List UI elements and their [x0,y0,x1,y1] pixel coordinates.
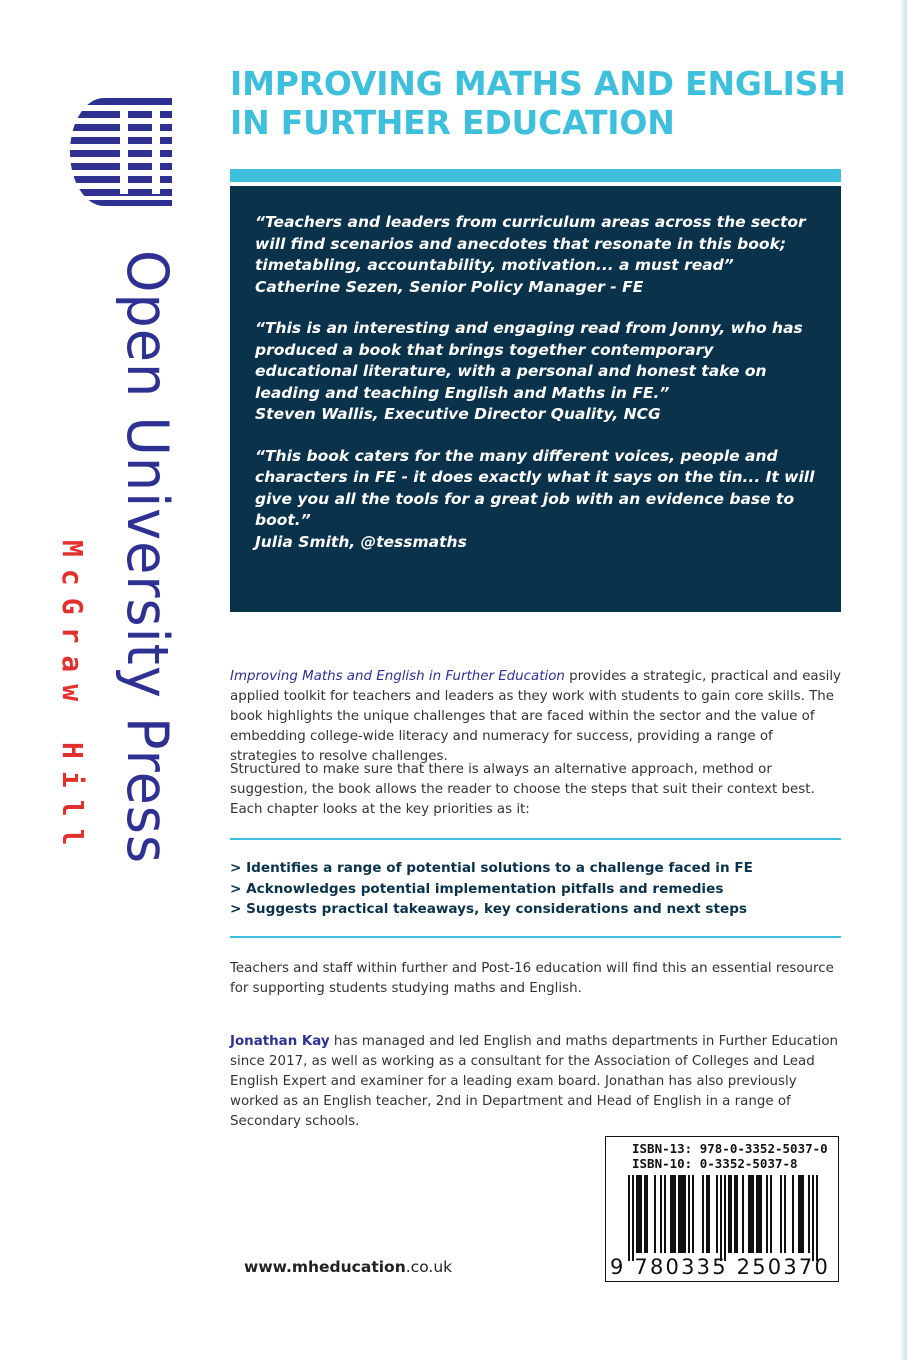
barcode-bar [742,1175,744,1253]
key-priorities-list [230,858,841,920]
barcode-bar [706,1175,708,1253]
barcode-bar [708,1175,710,1253]
endorsements-box [230,186,841,612]
barcode-bar [808,1175,810,1253]
book-title: IMPROVING MATHS AND ENGLISH IN FURTHER EDUCATION [230,64,846,142]
barcode-bar [678,1175,680,1253]
barcode-bar [734,1175,736,1253]
barcode-bar [682,1175,684,1253]
barcode-bar [638,1175,640,1253]
page-edge-shade [899,0,907,1360]
author-bio-paragraph [230,1032,842,1132]
barcode-bar [766,1175,768,1253]
barcode-bar [802,1175,804,1253]
author-name: Jonathan Kay [230,1034,330,1049]
book-title-inline: Improving Maths and English in Further Education [230,669,565,684]
barcode-bar [670,1175,672,1253]
barcode-bar [812,1175,814,1261]
barcode-bar [688,1175,690,1253]
publisher-name: Open University Press [114,250,181,865]
author-bio: has managed and led English and maths departments in Further Education since 2017, as well as working as a consultant for the Association of Colleges and Lead English Expert and examiner for a leading exam board. Jonathan has also previously worked as an English teacher, 2nd in Department and Head of English in a range of Secondary schools. [230,1034,838,1129]
title-accent-bar [230,169,841,182]
website-domain: www.mheducation [244,1258,406,1276]
barcode-bar [728,1175,730,1253]
section-rule [230,838,841,840]
barcode-bar [636,1175,638,1253]
endorsement-quote [255,446,815,554]
barcode-bar [780,1175,782,1253]
barcode-bar [664,1175,666,1253]
barcode-bar [760,1175,762,1253]
isbn13: ISBN-13: 978-0-3352-5037-0 [632,1141,828,1156]
quote-text: “This is an interesting and engaging read from Jonny, who has produced a book that brings together contemporary educational literature, with a personal and honest take on leading and teaching English and Maths in FE.” [255,319,803,402]
barcode-bar [674,1175,676,1253]
barcode-bar [756,1175,758,1253]
publisher-imprint: McGraw Hill [56,540,89,858]
barcode-bar [684,1175,686,1253]
barcode-bar [702,1175,704,1253]
barcode-bar [716,1175,718,1253]
barcode-bar [784,1175,786,1253]
website-url [244,1258,452,1276]
barcode-bar [628,1175,630,1261]
audience-paragraph: Teachers and staff within further and Post-16 education will find this an essential resource for supporting students studying maths and English. [230,961,834,996]
barcode-bar [654,1175,656,1253]
barcode-bar [660,1175,662,1253]
endorsement-quote [255,212,815,298]
barcode-bar [692,1175,694,1253]
barcode-bar [750,1175,752,1253]
quote-text: “Teachers and leaders from curriculum areas across the sector will find scenarios and anecdotes that resonate in this book; timetabling, accountability, motivation... a must read” [255,213,806,274]
quote-attribution: Steven Wallis, Executive Director Quality, NCG [255,405,661,423]
list-item: > Acknowledges potential implementation pitfalls and remedies [230,880,724,897]
description-text: provides a strategic, practical and easily applied toolkit for teachers and leaders as they work with students to gain core skills. The book highlights the unique challenges that are faced within the sector and the value of embedding college-wide literacy and numeracy for success, providing a range of strategies to resolve challenges. [230,669,841,764]
endorsement-quote [255,318,815,426]
barcode-bar [672,1175,674,1253]
barcode-bar [724,1175,726,1261]
barcode-bar [646,1175,648,1253]
section-rule [230,936,841,938]
barcode-bar [644,1175,646,1253]
barcode-bar [680,1175,682,1253]
barcode-digits: 9 780335 250370 [610,1255,831,1279]
barcode-bar [798,1175,800,1253]
barcode-bar [816,1175,818,1261]
barcode-bar [800,1175,802,1253]
list-item: > Identifies a range of potential solutions to a challenge faced in FE [230,860,753,876]
barcode-bar [752,1175,754,1253]
description-paragraph-2: Structured to make sure that there is always an alternative approach, method or suggestion, the book allows the reader to choose the steps that suit their context best. Each chapter looks at the key priorities as it: [230,762,815,817]
isbn10: ISBN-10: 0-3352-5037-8 [632,1156,798,1171]
ou-press-logo-icon [68,96,176,208]
website-tld: .co.uk [405,1258,453,1276]
quote-attribution: Julia Smith, @tessmaths [255,532,467,551]
quote-text: “This book caters for the many different voices, people and characters in FE - it does exactly what it says on the tin... It will give you all the tools for a great job with an evidence base to boot.” [255,446,815,529]
barcode-bar [720,1175,722,1261]
barcode-bar [792,1175,794,1253]
barcode-bar [730,1175,732,1253]
description-paragraph-1 [230,667,842,767]
barcode-bar [736,1175,738,1253]
barcode-bar [758,1175,760,1253]
quote-attribution: Catherine Sezen, Senior Policy Manager - FE [255,277,644,296]
barcode [605,1136,839,1282]
barcode-bar [640,1175,642,1253]
barcode-bar [770,1175,772,1253]
list-item: > Suggests practical takeaways, key considerations and next steps [230,901,748,917]
barcode-bar [748,1175,750,1253]
barcode-bar [632,1175,634,1261]
